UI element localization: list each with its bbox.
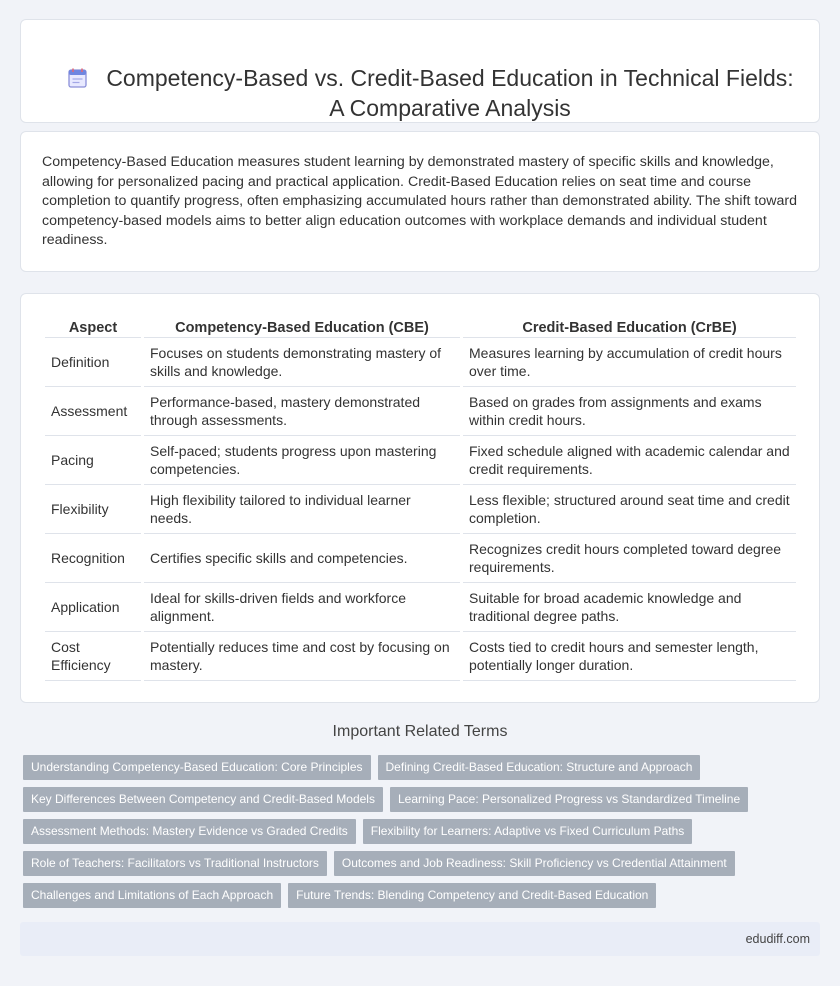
- related-term-link[interactable]: Challenges and Limitations of Each Approach: [23, 883, 281, 908]
- row-cbe: Performance-based, mastery demonstrated through assessments.: [144, 387, 460, 436]
- related-term-link[interactable]: Assessment Methods: Mastery Evidence vs Graded Credits: [23, 819, 356, 844]
- comparison-table-card: [20, 293, 820, 703]
- related-term-link[interactable]: Role of Teachers: Facilitators vs Traditional Instructors: [23, 851, 327, 876]
- footer: [20, 922, 820, 956]
- row-crbe: Suitable for broad academic knowledge and traditional degree paths.: [463, 583, 796, 632]
- related-term-link[interactable]: Key Differences Between Competency and Credit-Based Models: [23, 787, 383, 812]
- intro-paragraph: Competency-Based Education measures student learning by demonstrated mastery of specific skills and knowledge, allowing for personalized pacing and practical application. Credit-Based Education relies on seat time and course completion to quantify progress, often emphasizing accumulated hours rather than demonstrated ability. The shift toward competency-based models aims to better align education outcomes with workplace demands and individual student readiness.: [42, 154, 797, 248]
- row-crbe: Less flexible; structured around seat time and credit completion.: [463, 485, 796, 534]
- page-title: [91, 63, 809, 123]
- row-crbe: Recognizes credit hours completed toward degree requirements.: [463, 534, 796, 583]
- table-row: [45, 534, 796, 583]
- header-aspect: Aspect: [45, 315, 141, 338]
- row-aspect: Recognition: [45, 534, 141, 583]
- table-row: [45, 485, 796, 534]
- comparison-table: [42, 315, 799, 681]
- related-terms-heading: Important Related Terms: [332, 723, 508, 740]
- row-cbe: Potentially reduces time and cost by focusing on mastery.: [144, 632, 460, 681]
- row-crbe: Based on grades from assignments and exams within credit hours.: [463, 387, 796, 436]
- row-cbe: High flexibility tailored to individual learner needs.: [144, 485, 460, 534]
- page-title-line-1: Competency-Based vs. Credit-Based Education in Technical Fields:: [106, 65, 794, 91]
- row-crbe: Fixed schedule aligned with academic calendar and credit requirements.: [463, 436, 796, 485]
- row-crbe: Measures learning by accumulation of credit hours over time.: [463, 338, 796, 387]
- footer-site-link[interactable]: edudiff.com: [745, 932, 810, 946]
- row-aspect: Definition: [45, 338, 141, 387]
- table-row: [45, 632, 796, 681]
- related-term-link[interactable]: Learning Pace: Personalized Progress vs Standardized Timeline: [390, 787, 748, 812]
- row-aspect: Application: [45, 583, 141, 632]
- related-term-link[interactable]: Defining Credit-Based Education: Structure and Approach: [378, 755, 701, 780]
- table-row: [45, 583, 796, 632]
- row-cbe: Self-paced; students progress upon mastering competencies.: [144, 436, 460, 485]
- header-crbe: Credit-Based Education (CrBE): [463, 315, 796, 338]
- row-aspect: Flexibility: [45, 485, 141, 534]
- document-icon: [66, 66, 90, 90]
- table-row: [45, 338, 796, 387]
- related-term-link[interactable]: Future Trends: Blending Competency and Credit-Based Education: [288, 883, 656, 908]
- title-card: [20, 19, 820, 123]
- row-aspect: Pacing: [45, 436, 141, 485]
- row-crbe: Costs tied to credit hours and semester length, potentially longer duration.: [463, 632, 796, 681]
- table-row: [45, 436, 796, 485]
- row-cbe: Ideal for skills-driven fields and workforce alignment.: [144, 583, 460, 632]
- row-aspect: Cost Efficiency: [45, 632, 141, 681]
- page-title-line-2: A Comparative Analysis: [329, 95, 571, 121]
- table-header-row: [45, 315, 796, 338]
- row-cbe: Focuses on students demonstrating mastery of skills and knowledge.: [144, 338, 460, 387]
- related-term-link[interactable]: Outcomes and Job Readiness: Skill Proficiency vs Credential Attainment: [334, 851, 735, 876]
- intro-card: [20, 131, 820, 272]
- related-terms-list: [23, 755, 823, 915]
- related-term-link[interactable]: Understanding Competency-Based Education: Core Principles: [23, 755, 371, 780]
- row-aspect: Assessment: [45, 387, 141, 436]
- related-term-link[interactable]: Flexibility for Learners: Adaptive vs Fixed Curriculum Paths: [363, 819, 692, 844]
- row-cbe: Certifies specific skills and competencies.: [144, 534, 460, 583]
- table-row: [45, 387, 796, 436]
- header-cbe: Competency-Based Education (CBE): [144, 315, 460, 338]
